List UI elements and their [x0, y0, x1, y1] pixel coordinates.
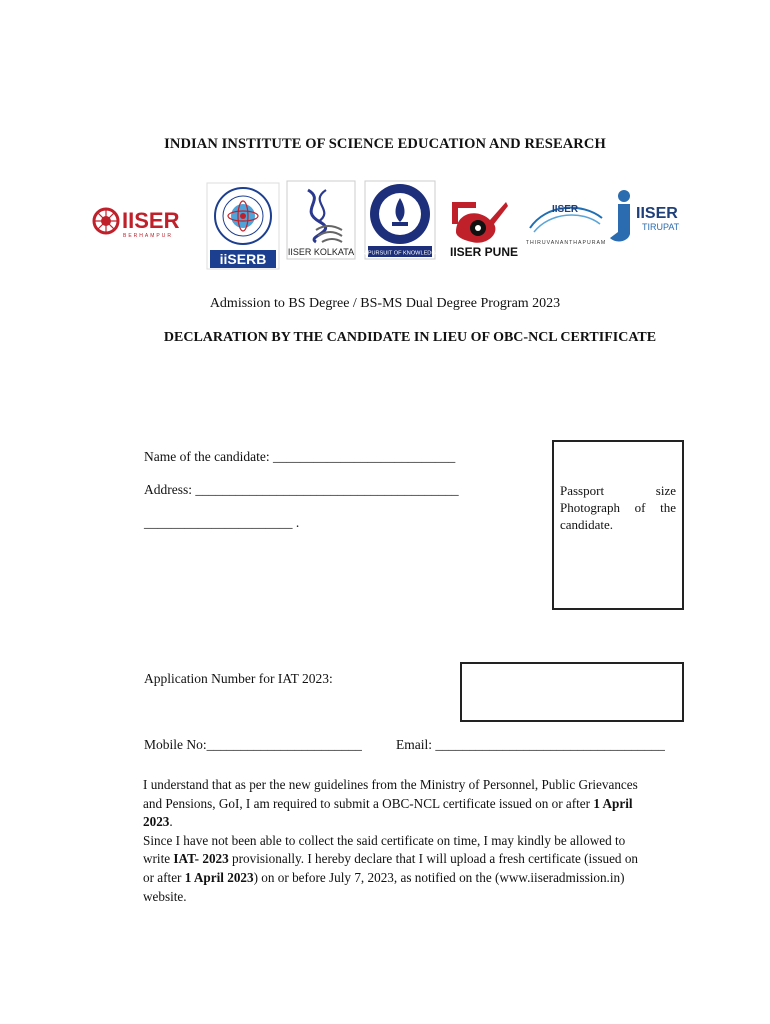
logo-iiser-pune — [446, 194, 518, 260]
statement-paragraph-2 — [143, 832, 643, 906]
statement-text: provisionally. I hereby declare that I will upload a fresh certificate (issued on or after — [143, 851, 639, 885]
statement-text: Since I have not been able to collect the said certificate on time, I may kindly be allowed to write — [143, 832, 626, 867]
statement-exam-bold: IAT- 2023 — [173, 851, 229, 867]
logo-iiser-kolkata — [286, 180, 356, 260]
statement-text: . — [169, 814, 173, 830]
statement-text: ) on or before July 7, 2023, as notified on the (www.iiseradmission.in) website. — [143, 869, 625, 904]
email-field[interactable]: Email: __________________________________ — [396, 737, 665, 752]
photo-box-label: Passport size Photograph of the candidate. — [560, 483, 676, 532]
candidate-name-field[interactable]: Name of the candidate: ___________________________ — [144, 449, 456, 464]
address-line2-field[interactable]: ______________________ . — [144, 515, 300, 530]
statement-paragraph-1 — [143, 776, 643, 832]
svg-text:TIRUPATI: TIRUPATI — [642, 222, 680, 232]
declaration-statement — [143, 776, 643, 906]
svg-text:iiSERB: iiSERB — [219, 251, 267, 267]
svg-text:IISER PUNE: IISER PUNE — [450, 245, 518, 259]
declaration-title: DECLARATION BY THE CANDIDATE IN LIEU OF OBC-NCL CERTIFICATE — [163, 330, 657, 345]
logo-iiser-berhampur — [92, 200, 202, 242]
passport-photo-box[interactable] — [552, 440, 684, 610]
logo-iiser-mohali — [364, 180, 436, 260]
svg-text:IN PURSUIT OF KNOWLEDGE: IN PURSUIT OF KNOWLEDGE — [364, 250, 436, 257]
address-field[interactable]: Address: _______________________________________ — [144, 482, 459, 497]
svg-text:THIRUVANANTHAPURAM: THIRUVANANTHAPURAM — [526, 240, 606, 246]
application-number-box[interactable] — [460, 662, 684, 722]
statement-date-bold: 1 April 2023 — [143, 795, 633, 830]
logo-iiser-thiruvananthapuram — [526, 198, 606, 248]
program-subtitle: Admission to BS Degree / BS-MS Dual Degree Program 2023 — [209, 296, 561, 311]
svg-text:IISER KOLKATA: IISER KOLKATA — [287, 247, 355, 257]
svg-text:IISER: IISER — [122, 208, 180, 233]
svg-text:BERHAMPUR: BERHAMPUR — [123, 233, 173, 239]
statement-text: I understand that as per the new guidelines from the Ministry of Personnel, Public Grievances and Pensions, GoI, I am required to submit a OBC-NCL certificate issued on or after — [143, 777, 638, 811]
svg-text:IISER: IISER — [552, 204, 579, 215]
mobile-field[interactable]: Mobile No:_______________________ — [144, 737, 362, 752]
application-number-label: Application Number for IAT 2023: — [144, 671, 333, 686]
svg-text:IISER: IISER — [636, 205, 678, 222]
document-title: INDIAN INSTITUTE OF SCIENCE EDUCATION AND RESEARCH — [164, 136, 606, 152]
logo-iiser-bhopal — [206, 182, 280, 270]
statement-date-bold: 1 April 2023 — [184, 869, 254, 885]
logo-iiser-tirupati — [606, 188, 680, 248]
